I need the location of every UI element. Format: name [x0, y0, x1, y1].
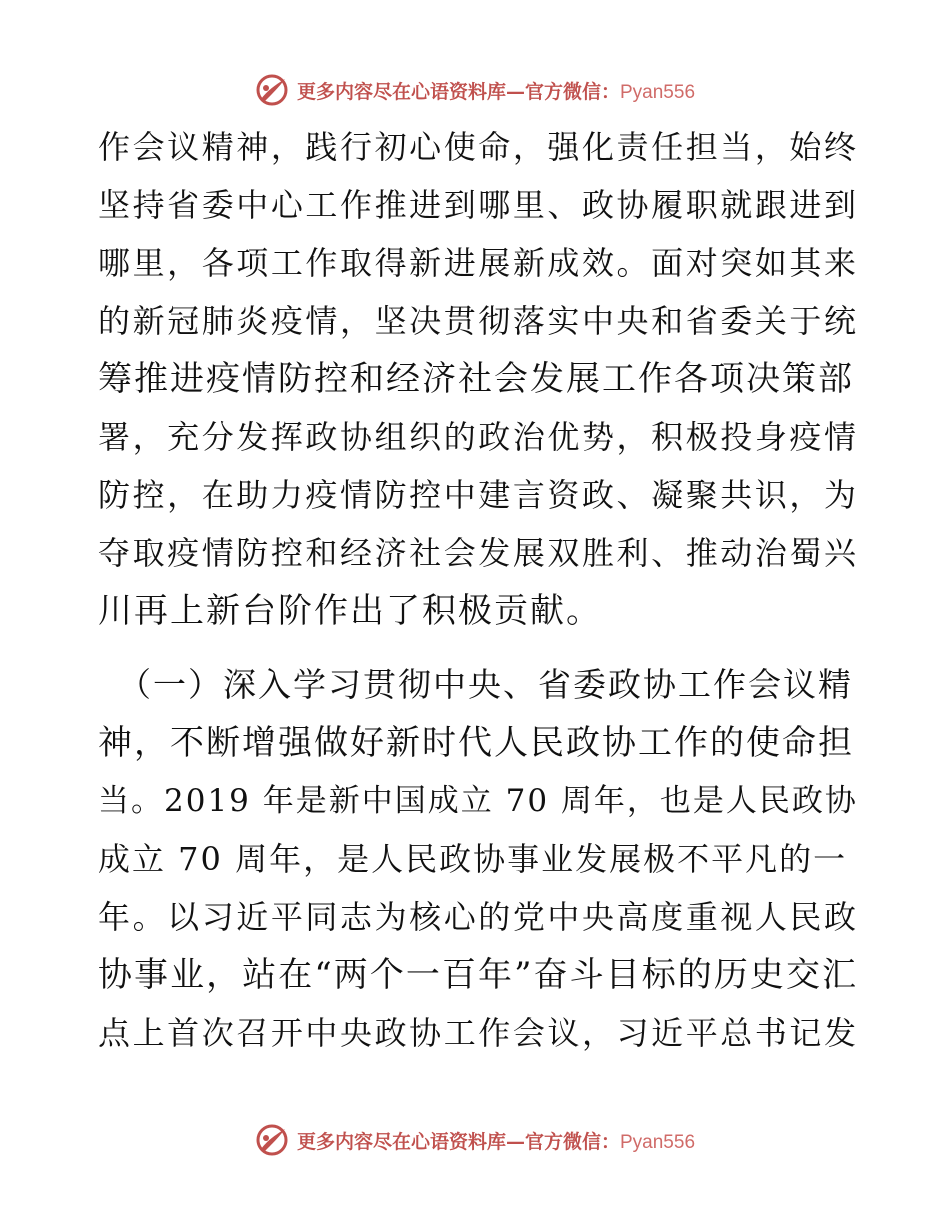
quill-logo-icon: [255, 73, 289, 107]
document-body: [98, 118, 858, 1062]
text-line: 署，充分发挥政协组织的政治优势，积极投身疫情: [98, 418, 858, 456]
text-line: 协事业，站在“两个一百年”奋斗目标的历史交汇: [98, 955, 858, 995]
text-line: 作会议精神，践行初心使命，强化责任担当，始终: [98, 128, 858, 166]
text-line: 川再上新台阶作出了积极贡献。: [98, 591, 602, 631]
paragraph-gap: [98, 640, 858, 656]
paragraph-1: [98, 118, 858, 640]
text-line: 的新冠肺炎疫情，坚决贯彻落实中央和省委关于统: [98, 302, 858, 340]
footer-watermark: [0, 1120, 950, 1160]
text-line: 防控，在助力疫情防控中建言资政、凝聚共识，为: [98, 476, 858, 514]
paragraph-2: [98, 656, 858, 1062]
text-line: 筹推进疫情防控和经济社会发展工作各项决策部: [98, 359, 854, 399]
text-line: 哪里，各项工作取得新进展新成效。面对突如其来: [98, 244, 858, 282]
header-watermark: [0, 70, 950, 110]
text-line: 神，不断增强做好新时代人民政协工作的使命担: [98, 723, 854, 763]
text-line: 当。2019 年是新中国成立 70 周年，也是人民政协: [98, 783, 858, 819]
quill-logo-icon: [255, 1123, 289, 1157]
watermark-text: 更多内容尽在心语资料库—官方微信：Pyan556: [296, 1130, 696, 1153]
text-line: 夺取疫情防控和经济社会发展双胜利、推动治蜀兴: [98, 534, 858, 572]
text-line: 年。以习近平同志为核心的党中央高度重视人民政: [98, 898, 858, 936]
section-heading-line: （一）深入学习贯彻中央、省委政协工作会议精: [118, 665, 853, 704]
text-line: 坚持省委中心工作推进到哪里、政协履职就跟进到: [98, 186, 858, 224]
text-line: 成立 70 周年，是人民政协事业发展极不平凡的一: [98, 840, 848, 878]
text-line: 点上首次召开中央政协工作会议，习近平总书记发: [98, 1014, 858, 1052]
watermark-text: 更多内容尽在心语资料库—官方微信：Pyan556: [296, 80, 696, 103]
